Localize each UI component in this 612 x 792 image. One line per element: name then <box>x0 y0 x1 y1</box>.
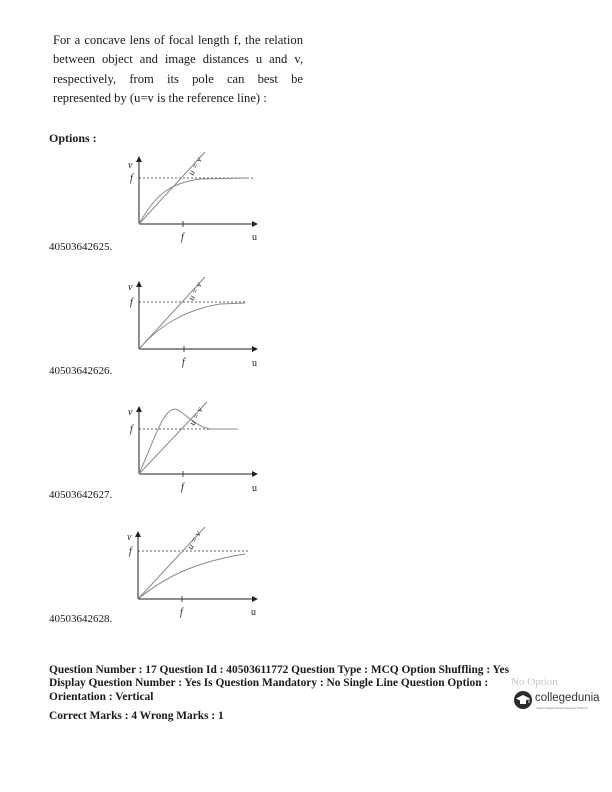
v-axis-label: v <box>128 282 133 293</box>
question-metadata <box>49 664 569 704</box>
graduate-cap-icon <box>514 691 532 709</box>
u-axis-label: u <box>251 607 256 618</box>
lens-curve <box>139 178 248 224</box>
reference-line-label: u = v <box>185 155 204 177</box>
lens-curve <box>139 303 245 349</box>
f-label-u: f <box>180 607 183 618</box>
option-2-graph <box>110 275 270 375</box>
f-label-u: f <box>182 357 185 368</box>
f-label-u: f <box>181 232 184 243</box>
reference-line-label: u = v <box>186 405 205 427</box>
u-axis-label: u <box>252 232 257 243</box>
v-axis-arrow <box>135 531 141 537</box>
v-axis-arrow <box>136 156 142 162</box>
brand-tagline: India's largest Student Review Platform <box>536 706 589 710</box>
metadata-line-3: Orientation : Vertical <box>49 690 154 703</box>
v-axis-label: v <box>128 407 133 418</box>
v-axis-arrow <box>136 281 142 287</box>
option-4-id: 40503642628. <box>49 613 113 625</box>
u-axis-arrow <box>252 221 258 227</box>
u-axis-label: u <box>252 358 257 369</box>
v-axis-arrow <box>136 406 142 412</box>
options-heading: Options : <box>49 131 97 145</box>
lens-curve <box>138 554 245 599</box>
u-axis-arrow <box>252 346 258 352</box>
f-label-v: f <box>130 297 133 308</box>
collegedunia-logo <box>514 691 612 713</box>
f-label-v: f <box>130 173 133 184</box>
metadata-line-1: Question Number : 17 Question Id : 40503611772 Question Type : MCQ Option Shuffling : Yes <box>49 664 509 676</box>
f-label-u: f <box>181 482 184 493</box>
marks-info: Correct Marks : 4 Wrong Marks : 1 <box>49 710 224 722</box>
watermark-text: No Option <box>511 676 558 688</box>
option-2-id: 40503642626. <box>49 365 113 377</box>
u-axis-arrow <box>252 471 258 477</box>
option-4-graph <box>110 522 270 622</box>
metadata-line-2: Display Question Number : Yes Is Question Mandatory : No Single Line Question Option : <box>49 677 489 690</box>
option-3-graph <box>110 398 270 498</box>
brand-name: collegedunia <box>535 692 600 704</box>
v-axis-label: v <box>128 160 133 171</box>
f-label-v: f <box>129 546 132 557</box>
reference-line-label: u = v <box>185 280 204 302</box>
u-axis-label: u <box>252 483 257 494</box>
option-1-graph <box>110 150 270 250</box>
option-1-id: 40503642625. <box>49 241 113 253</box>
u-axis-arrow <box>252 596 258 602</box>
option-3-id: 40503642627. <box>49 489 113 501</box>
v-axis-label: v <box>127 532 132 543</box>
reference-line-label: u = v <box>184 529 203 551</box>
question-text: For a concave lens of focal length f, the relation between object and image distances u and v, respectively, from its pole can best be represented by (u=v is the reference line) : <box>53 33 303 106</box>
f-label-v: f <box>130 424 133 435</box>
